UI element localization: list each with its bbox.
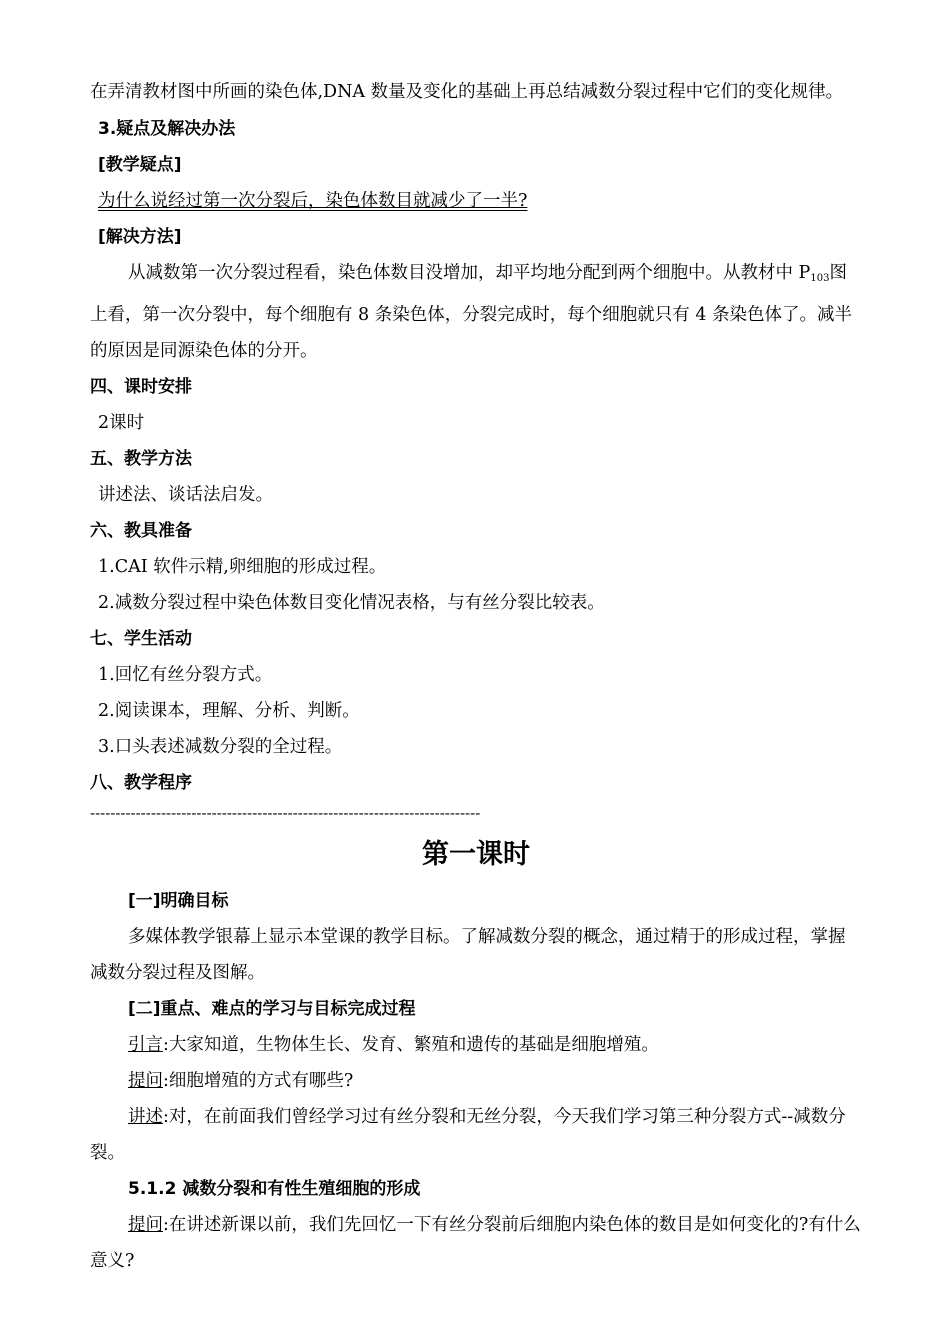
intro-statement (90, 1027, 862, 1063)
statement-1-label: 讲述 (128, 1107, 163, 1127)
question-2-label: 提问 (128, 1215, 163, 1235)
section4-title: 四、课时安排 (90, 377, 192, 397)
topic-title: 5.1.2 减数分裂和有性生殖细胞的形成 (128, 1179, 421, 1199)
section6-title: 六、教具准备 (90, 521, 192, 541)
sub2-title: [二]重点、难点的学习与目标完成过程 (128, 999, 416, 1019)
label-solution: [解决方法] (98, 227, 182, 247)
section4-text: 2课时 (98, 413, 145, 433)
doubt-question (90, 183, 862, 219)
label-teaching-doubt: [教学疑点] (98, 155, 182, 175)
question-1-text: :细胞增殖的方式有哪些? (163, 1071, 354, 1091)
lesson-title: 第一课时 (422, 839, 530, 870)
question-1-label: 提问 (128, 1071, 163, 1091)
section7-title: 七、学生活动 (90, 629, 192, 649)
intro-paragraph: 在弄清教材图中所画的染色体,DNA 数量及变化的基础上再总结减数分裂过程中它们的变化规律。 (90, 82, 844, 102)
sub1-title: [一]明确目标 (128, 891, 229, 911)
section6-item: 2.减数分裂过程中染色体数目变化情况表格，与有丝分裂比较表。 (98, 593, 605, 613)
document-page (90, 74, 862, 1279)
intro-label: 引言 (128, 1035, 163, 1055)
divider-line: ----------------------------------------------------------------------------- (90, 804, 481, 822)
sub1-text: 多媒体教学银幕上显示本堂课的教学目标。了解减数分裂的概念，通过精于的形成过程，掌握减数分裂过程及图解。 (90, 927, 846, 983)
section7-item: 1.回忆有丝分裂方式。 (98, 665, 273, 685)
section7-item: 2.阅读课本，理解、分析、判断。 (98, 701, 360, 721)
solution-text-2: 图上看，第一次分裂中，每个细胞有 8 条染色体，分裂完成时，每个细胞就只有 4 条染色体了。减半的原因是同源染色体的分开。 (90, 263, 853, 361)
solution-page-subscript: 103 (810, 273, 830, 284)
section7-item: 3.口头表述减数分裂的全过程。 (98, 737, 343, 757)
solution-text-1: 从减数第一次分裂过程看，染色体数目没增加，却平均地分配到两个细胞中。从教材中 P (128, 263, 811, 283)
intro-text: :大家知道，生物体生长、发育、繁殖和遗传的基础是细胞增殖。 (163, 1035, 659, 1055)
statement-1 (90, 1099, 862, 1171)
heading-difficulty: 3.疑点及解决办法 (98, 119, 236, 139)
statement-1-text: :对，在前面我们曾经学习过有丝分裂和无丝分裂，今天我们学习第三种分裂方式--减数分裂。 (90, 1107, 846, 1163)
section5-title: 五、教学方法 (90, 449, 192, 469)
section5-text: 讲述法、谈话法启发。 (98, 485, 273, 505)
solution-paragraph (90, 255, 862, 369)
question-2 (90, 1207, 862, 1279)
question-1 (90, 1063, 862, 1099)
doubt-question-text: 为什么说经过第一次分裂后，染色体数目就减少了一半? (98, 191, 528, 211)
question-2-text: :在讲述新课以前，我们先回忆一下有丝分裂前后细胞内染色体的数目是如何变化的?有什么意义? (90, 1215, 861, 1271)
section8-title: 八、教学程序 (90, 773, 192, 793)
section6-item: 1.CAI 软件示精,卵细胞的形成过程。 (98, 557, 387, 577)
